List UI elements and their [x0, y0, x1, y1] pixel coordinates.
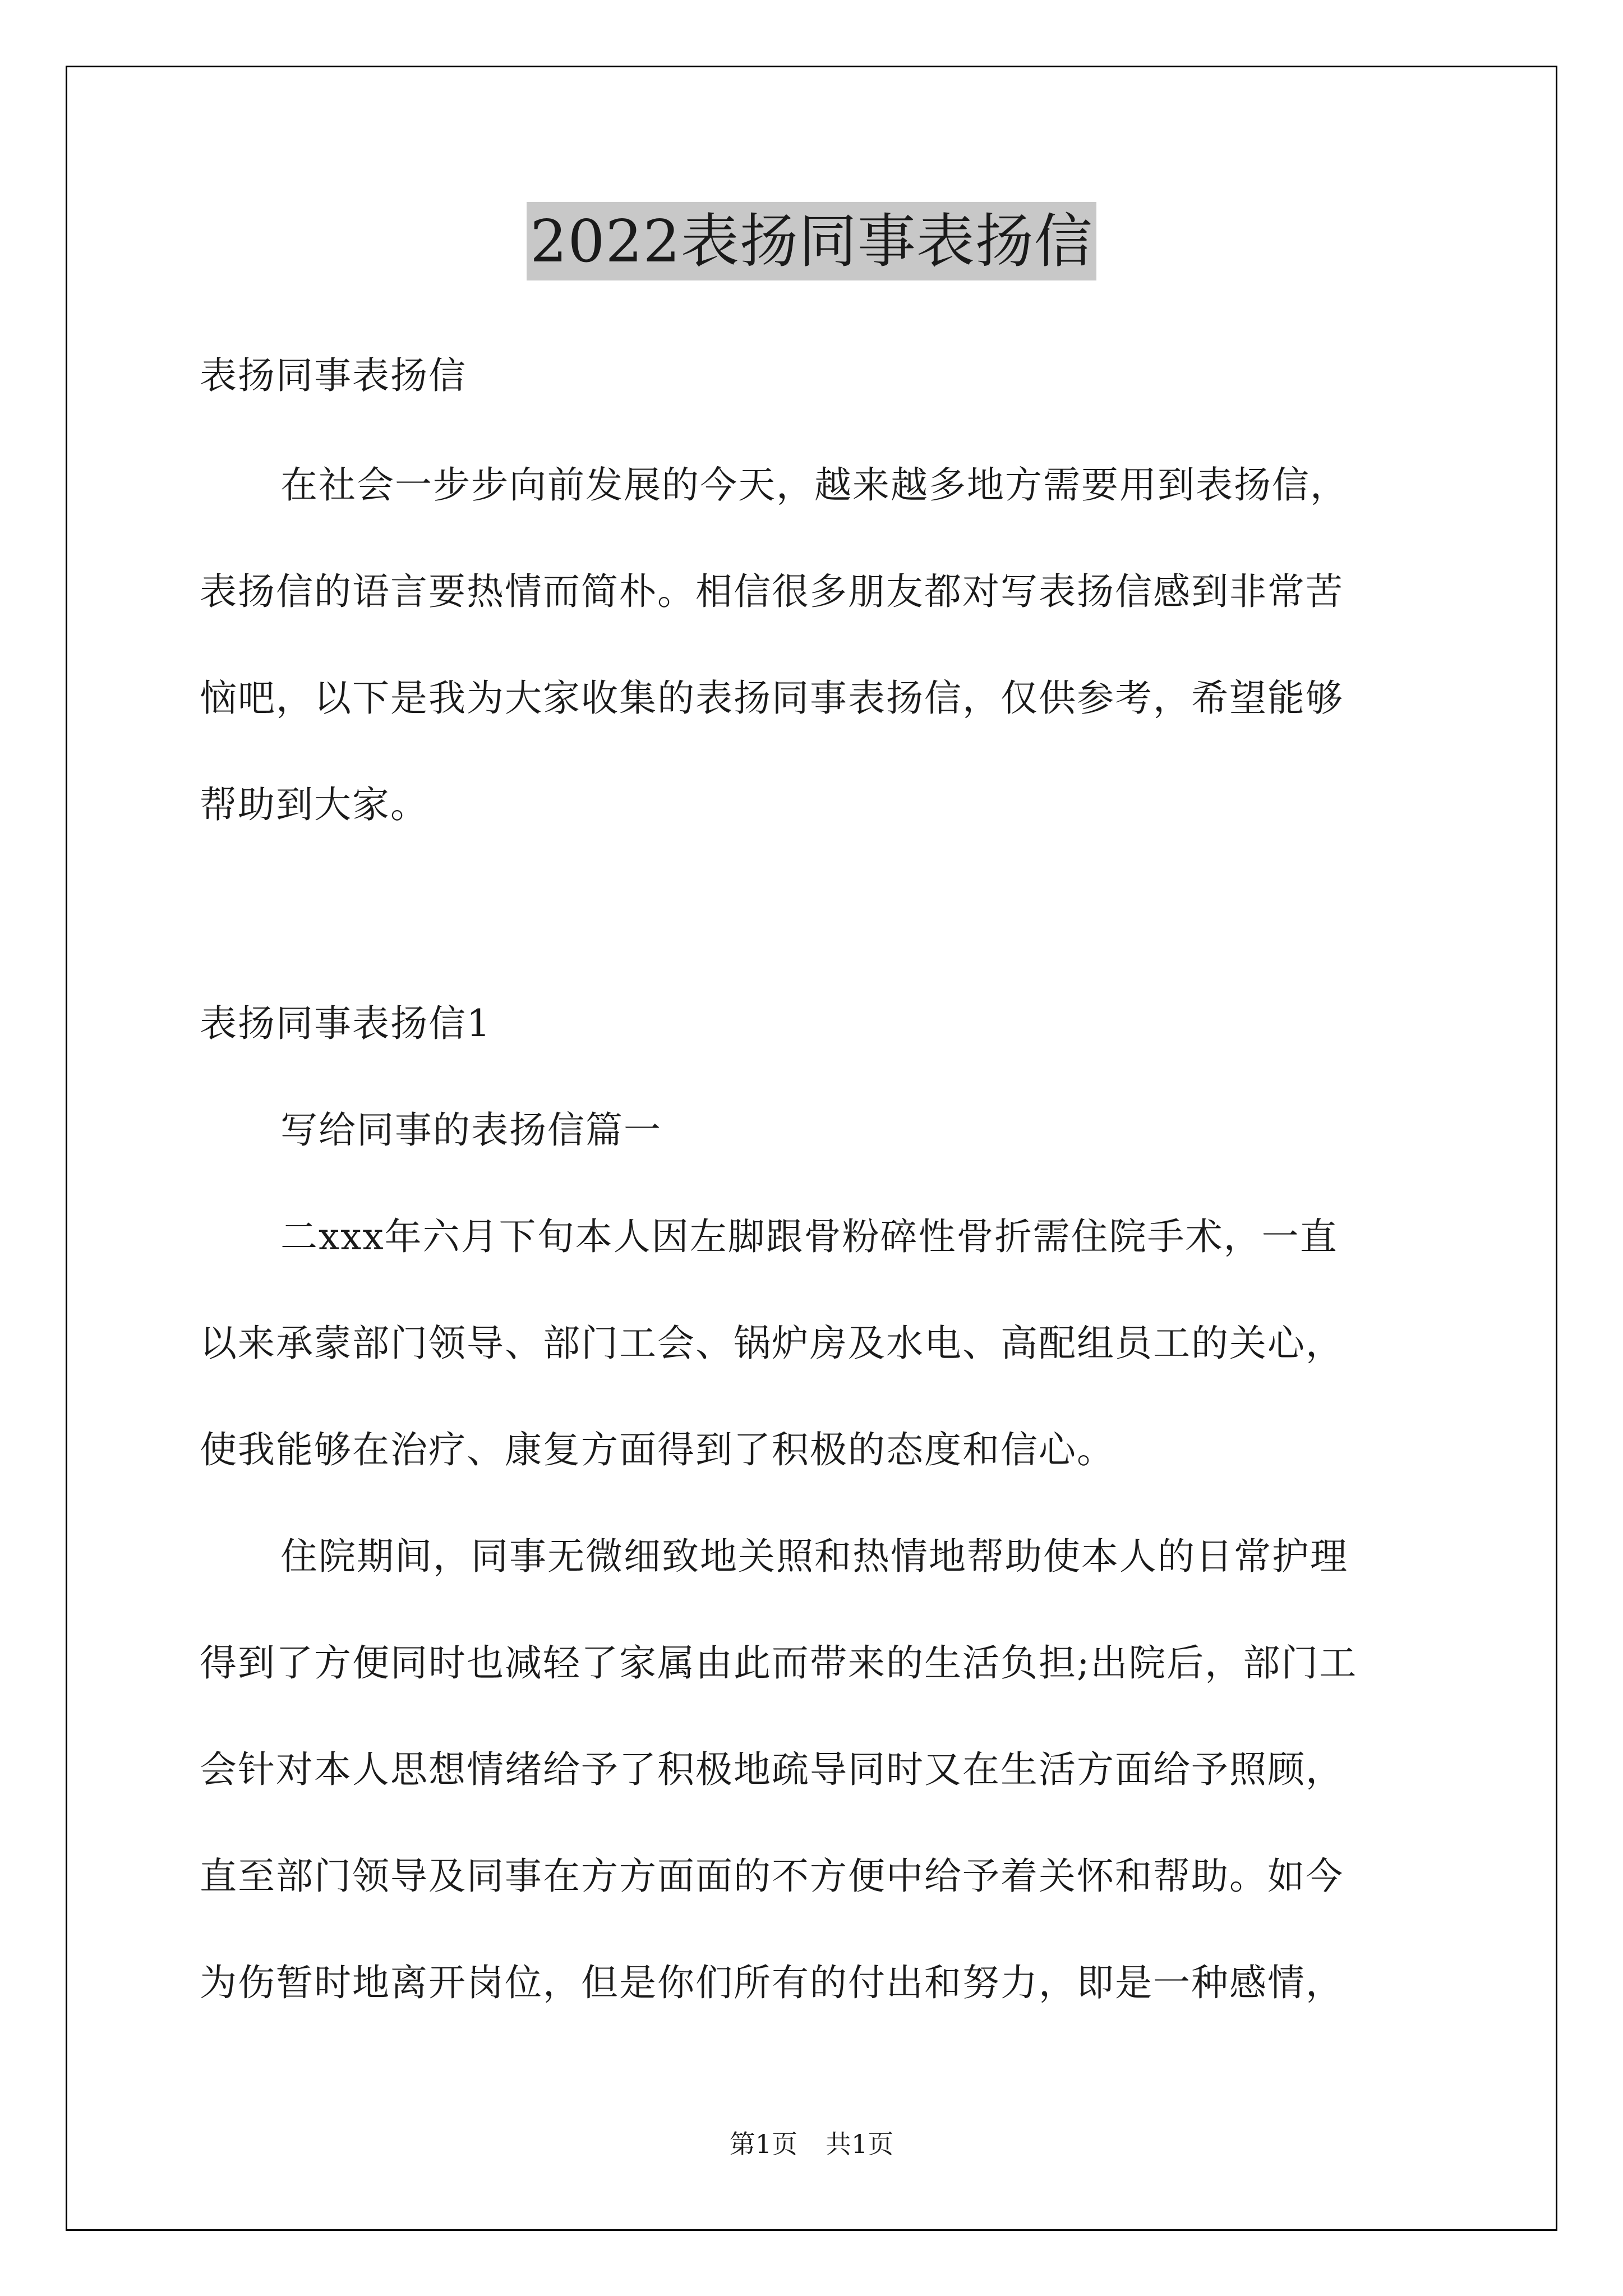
paragraph-line: 帮助到大家。: [200, 783, 428, 826]
paragraph-line: 住院期间，同事无微细致地关照和热情地帮助使本人的日常护理: [280, 1535, 1348, 1578]
section-heading: 表扬同事表扬信1: [200, 1002, 491, 1045]
document-title: 2022表扬同事表扬信: [527, 202, 1096, 280]
page-total: 共1页: [826, 2129, 894, 2159]
paragraph-line: 为伤暂时地离开岗位，但是你们所有的付出和努力，即是一种感情，: [200, 1961, 1344, 2004]
page-number: 第1页: [729, 2129, 797, 2159]
page-footer: [0, 2127, 1623, 2161]
paragraph-line: 得到了方便同时也减轻了家属由此而带来的生活负担;出院后，部门工: [200, 1641, 1358, 1685]
paragraph-line: 在社会一步步向前发展的今天，越来越多地方需要用到表扬信，: [280, 463, 1348, 507]
paragraph-line: 二xxx年六月下旬本人因左脚跟骨粉碎性骨折需住院手术，一直: [280, 1215, 1338, 1258]
subtitle-line: 表扬同事表扬信: [200, 354, 467, 397]
paragraph-line: 以来承蒙部门领导、部门工会、锅炉房及水电、高配组员工的关心，: [200, 1322, 1344, 1365]
paragraph-line: 使我能够在治疗、康复方面得到了积极的态度和信心。: [200, 1428, 1115, 1471]
paragraph-line: 直至部门领导及同事在方方面面的不方便中给予着关怀和帮助。如今: [200, 1855, 1344, 1898]
paragraph-line: 会针对本人思想情绪给予了积极地疏导同时又在生活方面给予照顾，: [200, 1748, 1344, 1791]
article-heading: 写给同事的表扬信篇一: [280, 1108, 662, 1152]
title-container: [0, 202, 1623, 280]
paragraph-line: 恼吧，以下是我为大家收集的表扬同事表扬信，仅供参考，希望能够: [200, 677, 1344, 720]
paragraph-line: 表扬信的语言要热情而简朴。相信很多朋友都对写表扬信感到非常苦: [200, 570, 1344, 613]
